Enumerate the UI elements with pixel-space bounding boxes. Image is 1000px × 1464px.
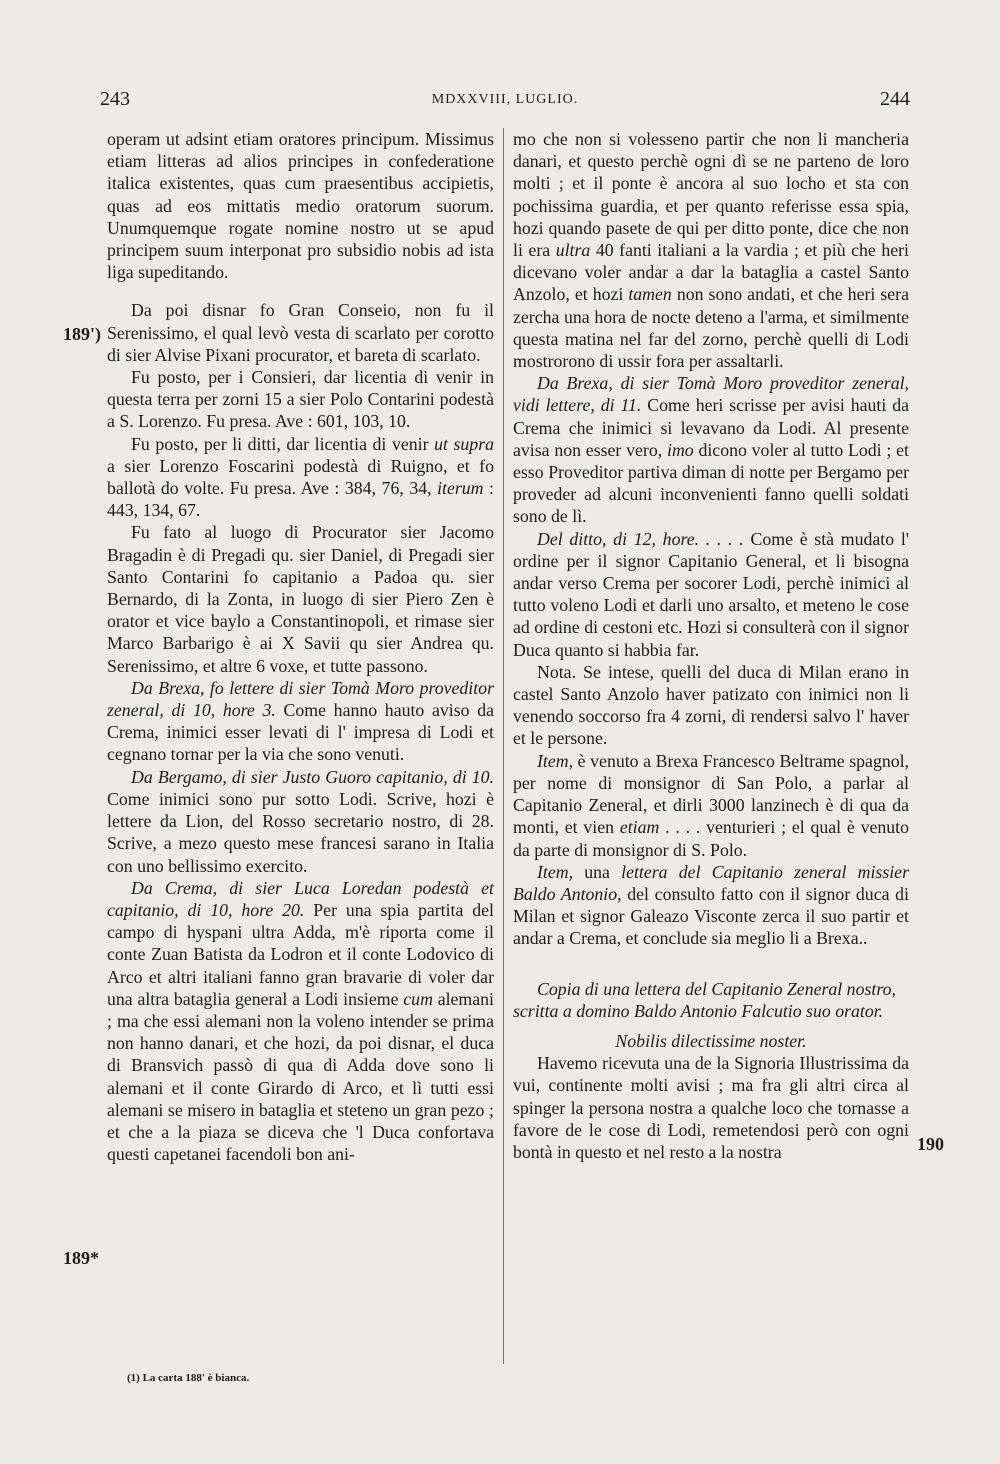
text: . . . . venturieri ; el qual è venuto da parte di monsignor di S. Polo. <box>513 817 909 860</box>
paragraph <box>513 750 909 861</box>
text: Per una spia partita del campo di hyspani ultra Adda, m'è riporta come il conte Zuan Batista da Lodron et il conte Lodovico di Arco et altri italiani fanno gran bravarie di voler dar una altra bataglia general a Lodi insieme <box>107 899 494 1009</box>
paragraph <box>513 372 909 527</box>
italic-text: Da Crema, di sier Luca Loredan podestà et capitanio, di 10, hore 20. <box>107 877 494 920</box>
italic-text: Da Brexa, di sier Tomà Moro proveditor zeneral, vidi lettere, di 11. <box>513 373 909 416</box>
italic-text: Item, <box>537 861 574 882</box>
text: una <box>573 861 622 882</box>
paragraph: Fu posto, per i Consieri, dar licentia di venir in questa terra per zorni 15 a sier Polo Contarini podestà a S. Lorenzo. Fu presa. Ave : 601, 103, 10. <box>107 367 494 432</box>
italic-text: iterum <box>437 478 484 499</box>
text: 40 fanti italiani a la vardia ; et più che heri dicevano voler andar a dar la bataglia a castel Santo Anzolo, et hozi <box>513 240 909 305</box>
italic-text: Da Bergamo, di sier Justo Guoro capitanio, di 10. <box>131 766 494 787</box>
paragraph <box>513 128 909 372</box>
right-page-number: 244 <box>880 88 910 110</box>
paragraph <box>107 677 494 766</box>
margin-mark-189-star: 189* <box>63 1248 99 1268</box>
italic-text: ultra <box>555 240 591 261</box>
salutation: Nobilis dilectissime noster. <box>615 1030 807 1051</box>
italic-text: tamen <box>628 284 672 305</box>
text: del consulto fatto con il signor duca di Milan et signor Galeazo Visconte zerca il suo partir et andar a Crema, et conclude sia meglio li a Brexa.. <box>513 883 909 949</box>
text: mo che non si volesseno partir che non li mancheria danari, et questo perchè ogni dì se ne parteno de loro molti ; et il ponte è ancora al suo locho et sta con pochissima guardia, et per quanto referisse essa spia, hozi quando pasete de qui per ditto ponte, dice che non li era <box>513 129 909 261</box>
italic-text: Item, <box>537 750 574 771</box>
italic-text: Del ditto, di 12, hore. . . . . <box>537 528 744 549</box>
running-title: MDXXVIII, LUGLIO. <box>431 92 579 107</box>
text: alemani ; ma che essi alemani non la voleno intender se prima non hanno danari, et che hozi, da poi disnar, el duca di Bransvich passò di qua di Adda dove sono li alemani et il conte Girardo di Arco, et lì tutti essi alemani se misero in bataglia et steteno un gran pezo ; et che a la piaza se diceva che 'l Duca confortava questi capetanei facendoli bon ani- <box>107 988 494 1165</box>
text: è venuto a Brexa Francesco Beltrame spagnol, per nome di monsignor di San Polo, a parlar al Capitanio Zeneral, et dirli 3000 lanzinech è di qua da monti, et vien <box>513 750 909 838</box>
paragraph <box>513 861 909 950</box>
italic-text: Da Brexa, fo lettere di sier Tomà Moro proveditor zeneral, di 10, hore 3. <box>107 677 494 721</box>
right-column <box>513 128 909 1163</box>
text: Fu posto, per li ditti, dar licentia di venir <box>131 433 435 454</box>
left-column <box>107 128 494 1165</box>
column-divider <box>503 128 504 1364</box>
margin-mark-189-prime: 189') <box>63 324 101 344</box>
running-header <box>100 88 910 118</box>
paragraph <box>513 528 909 661</box>
text: non sono andati, et che heri sera zercha una hora de nocte deteno a l'arma, et similmente questa matina nel far del zorno, perchè quelli di Lodi mostrorono di ussir fora per assaltarli. <box>513 284 909 372</box>
paragraph: Fu fato al luogo di Procurator sier Jacomo Bragadin è di Pregadi qu. sier Daniel, di Pregadi sier Santo Contarini fo capitanio a Padoa qu. sier Bernardo, di la Zonta, in luogo di sier Piero Zen è orator et vice baylo a Constantinopoli, et rimase sier Marco Barbarigo è ai X Savii qu sier Andrea qu. Serenissimo, et altre 6 voxe, et tutte passono. <box>107 522 494 676</box>
section-heading: Copia di una lettera del Capitanio Zeneral nostro, scritta a domino Baldo Antonio Falcutio suo orator. <box>513 978 896 1021</box>
paragraph <box>107 766 494 877</box>
text: Come è stà mudato l' ordine per il signor Capitanio General, et li bisogna andar verso Crema per socorer Lodi, perchè inimici al tutto voleno Lodi et darli uno arsalto, et meteno le cose ad ordine di cestoni etc. Hozi si consulterà con il signor Duca quanto si habbia far. <box>513 528 909 660</box>
paragraph: Da poi disnar fo Gran Conseio, non fu il Serenissimo, el qual levò vesta di scarlato per corotto di sier Alvise Pixani procurator, et bareta di scarlato. <box>107 300 494 365</box>
italic-text: lettera del Capitanio zeneral missier Baldo Antonio, <box>513 861 909 904</box>
text: Come hanno hauto aviso da Crema, inimici esser levati di l' impresa di Lodi et cegnano tornar per la via che sono venuti. <box>107 700 494 765</box>
text: Come heri scrisse per avisi hauti da Crema che inimici si levavano da Lodi. Al presente avisa non esser vero, <box>513 395 909 460</box>
italic-text: etiam <box>619 817 660 838</box>
text: a sier Lorenzo Foscarini podestà di Ruigno, et fo ballotà do volte. Fu presa. Ave : 384, 76, 34, <box>107 455 494 499</box>
paragraph <box>107 877 494 1166</box>
text: Come inimici sono pur sotto Lodi. Scrive, hozi è lettere da Lion, del Rosso secretario nostro, di 28. Scrive, a mezo questo mese francesi sarano in Italia con uno bellissimo exercito. <box>107 788 494 876</box>
italic-text: cum <box>403 988 433 1009</box>
text: dicono voler al tutto Lodi ; et esso Proveditor partiva diman di notte per Bergamo per proveder ad alcuni inconvenienti fanno quelli soldati sono de lì. <box>513 439 909 527</box>
margin-mark-190: 190 <box>917 1134 944 1154</box>
italic-text: imo <box>667 439 694 460</box>
italic-text: ut supra <box>434 433 495 454</box>
footnote: (1) La carta 188' è bianca. <box>127 1372 250 1384</box>
paragraph: Nota. Se intese, quelli del duca di Milan erano in castel Santo Anzolo haver patizato con inimici non li venendo soccorso fra 4 zorni, di rendersi salvo l' haver et le persone. <box>513 661 909 749</box>
left-page-number: 243 <box>100 88 130 110</box>
text: : 443, 134, 67. <box>107 478 494 521</box>
paragraph: operam ut adsint etiam oratores principum. Missimus etiam litteras ad alios principes in confederatione italica existentes, quas cum praesentibus accipietis, quas ad eos mittatis medio oratorum suorum. Unumquemque rogate nomine nostro ut se apud principem suum interponat pro subsidio nobis ad ista liga supeditando. <box>107 129 494 283</box>
paragraph <box>107 433 494 522</box>
paragraph: Havemo ricevuta una de la Signoria Illustrissima da vui, continente molti avisi ; ma fra gli altri circa al spinger la persona nostra a qualche loco che tornasse a favore de le cose di Lodi, remetendosi però con ogni bontà in questo et nel resto a la nostra <box>513 1053 909 1162</box>
